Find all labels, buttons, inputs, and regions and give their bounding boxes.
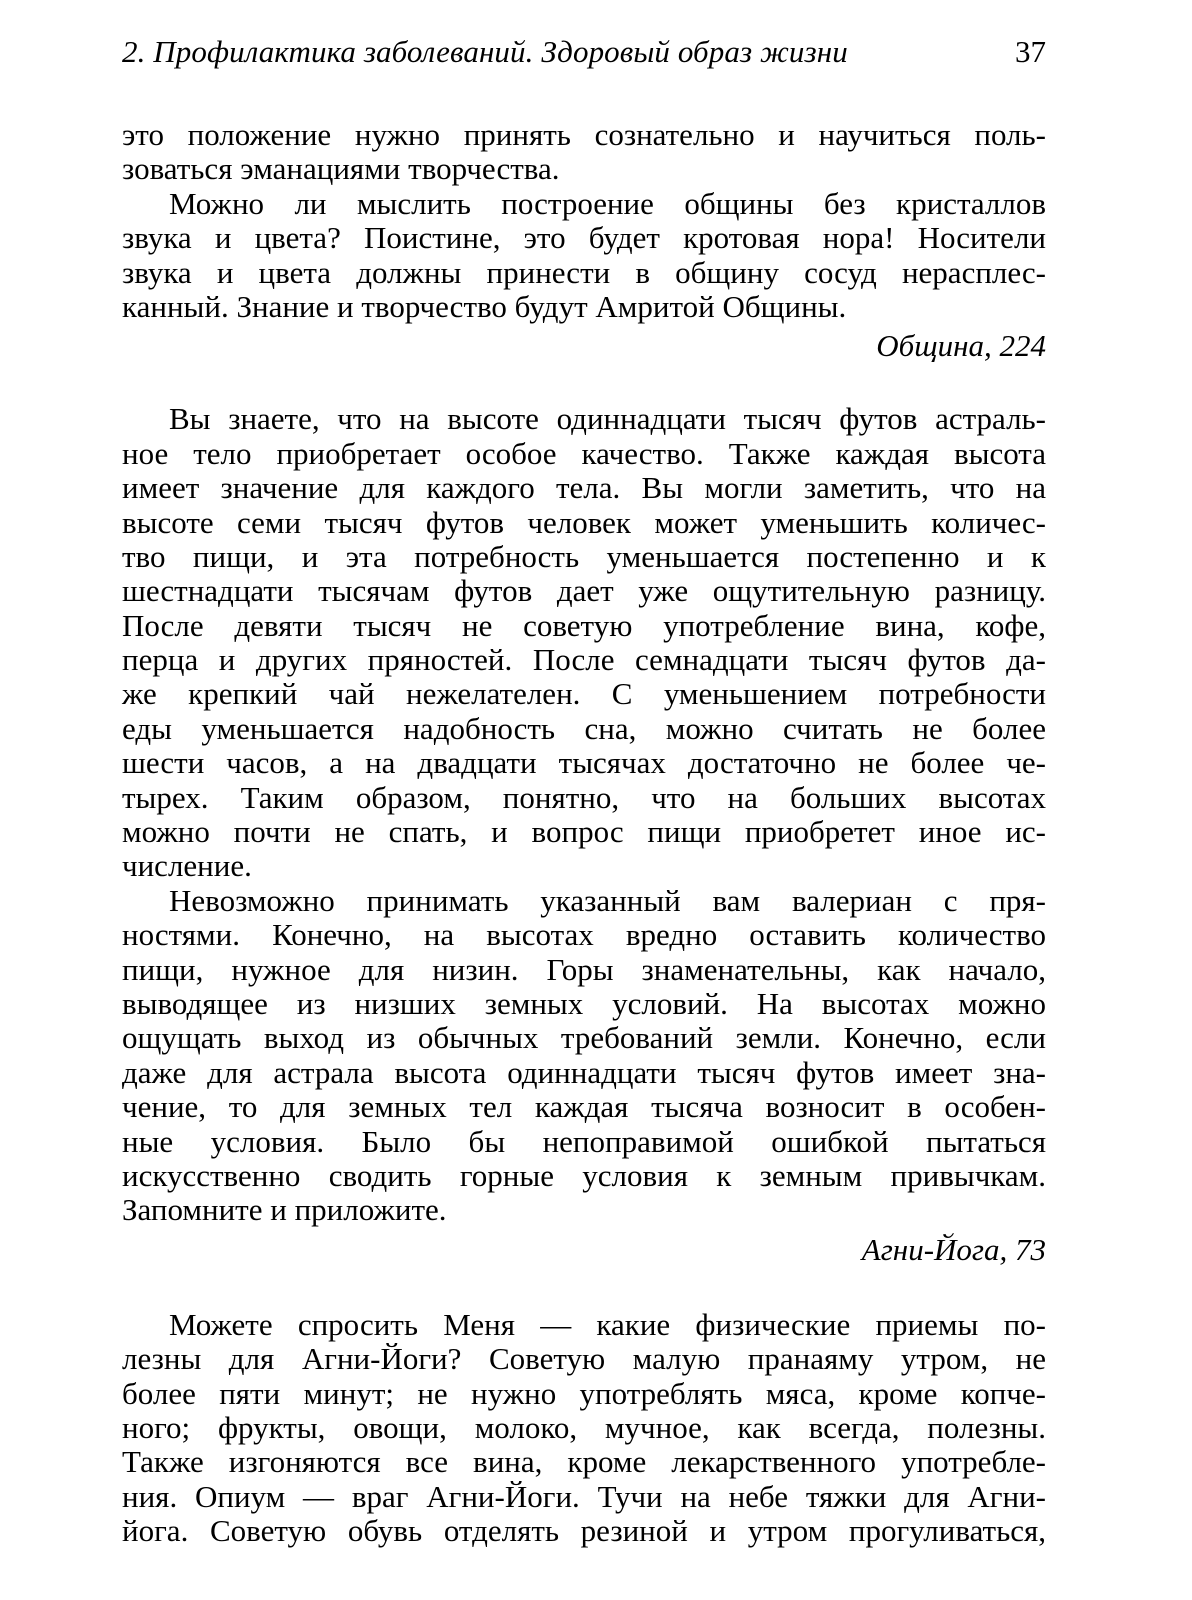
text-line: Можно ли мыслить построение общины без кристаллов xyxy=(169,185,1046,221)
quote-source: Община, 224 xyxy=(876,328,1046,364)
text-line: же крепкий чай нежелателен. С уменьшением потребности xyxy=(122,676,1046,712)
text-line: даже для астрала высота одиннадцати тысяч футов имеет зна- xyxy=(122,1054,1046,1090)
paragraph xyxy=(122,118,1046,187)
text-line: чение, то для земных тел каждая тысяча возносит в особен- xyxy=(122,1089,1046,1125)
text-line: шести часов, а на двадцати тысячах достаточно не более че- xyxy=(122,745,1046,781)
section-gap xyxy=(122,364,1046,402)
text-line: выводящее из низших земных условий. На высотах можно xyxy=(122,985,1046,1021)
text-line: ное тело приобретает особое качество. Также каждая высота xyxy=(122,435,1046,471)
text-line: Можете спросить Меня — какие физические приемы по- xyxy=(169,1306,1046,1342)
text-line: тво пищи, и эта потребность уменьшается постепенно и к xyxy=(122,538,1046,574)
paragraph xyxy=(122,884,1046,1228)
paragraph xyxy=(122,1308,1046,1549)
text-line: Также изгоняются все вина, кроме лекарственного употребле- xyxy=(122,1444,1046,1480)
text-line: ния. Опиум — враг Агни-Йоги. Тучи на небе тяжки для Агни- xyxy=(122,1478,1046,1514)
paragraph xyxy=(122,187,1046,325)
paragraph xyxy=(122,402,1046,883)
text-line: перца и других пряностей. После семнадцати тысяч футов да- xyxy=(122,642,1046,678)
text-line: ного; фрукты, овощи, молоко, мучное, как всегда, полезны. xyxy=(122,1409,1046,1445)
text-line: зоваться эманациями творчества. xyxy=(122,151,560,187)
text-line: звука и цвета? Поистине, это будет кротовая нора! Носители xyxy=(122,220,1046,256)
text-line: можно почти не спать, и вопрос пищи приобретет иное ис- xyxy=(122,814,1046,850)
text-line: звука и цвета должны принести в общину сосуд нерасплес- xyxy=(122,254,1046,290)
page-number: 37 xyxy=(1015,34,1046,69)
text-line: лезны для Агни-Йоги? Советую малую пранаяму утром, не xyxy=(122,1341,1046,1377)
text-line: пищи, нужное для низин. Горы знаменательны, как начало, xyxy=(122,951,1046,987)
text-line: шестнадцати тысячам футов дает уже ощутительную разницу. xyxy=(122,573,1046,609)
chapter-title: 2. Профилактика заболеваний. Здоровый образ жизни xyxy=(122,34,848,69)
text-line: числение. xyxy=(122,848,252,884)
text-line: еды уменьшается надобность сна, можно считать не более xyxy=(122,710,1046,746)
text-line: имеет значение для каждого тела. Вы могли заметить, что на xyxy=(122,470,1046,506)
text-line: канный. Знание и творчество будут Амритой Общины. xyxy=(122,288,847,324)
text-line: тырех. Таким образом, понятно, что на больших высотах xyxy=(122,779,1046,815)
section-gap xyxy=(122,1268,1046,1308)
text-line: высоте семи тысяч футов человек может уменьшить количес- xyxy=(122,504,1046,540)
text-line: ностями. Конечно, на высотах вредно оставить количество xyxy=(122,917,1046,953)
text-line: Запомните и приложите. xyxy=(122,1192,447,1228)
text-line: ощущать выход из обычных требований земли. Конечно, если xyxy=(122,1020,1046,1056)
text-line: После девяти тысяч не советую употребление вина, кофе, xyxy=(122,607,1046,643)
text-line: йога. Советую обувь отделять резиной и утром прогуливаться, xyxy=(122,1513,1046,1549)
text-line: Вы знаете, что на высоте одиннадцати тысяч футов астраль- xyxy=(169,401,1046,437)
text-line: ные условия. Было бы непоправимой ошибкой пытаться xyxy=(122,1123,1046,1159)
quote-source: Агни-Йога, 73 xyxy=(861,1231,1046,1267)
text-line: искусственно сводить горные условия к земным привычкам. xyxy=(122,1157,1046,1193)
text-line: это положение нужно принять сознательно и научиться поль- xyxy=(122,117,1046,152)
text-line: Невозможно принимать указанный вам валериан с пря- xyxy=(169,882,1046,918)
text-line: более пяти минут; не нужно употреблять мяса, кроме копче- xyxy=(122,1375,1046,1411)
running-head xyxy=(122,30,1046,74)
